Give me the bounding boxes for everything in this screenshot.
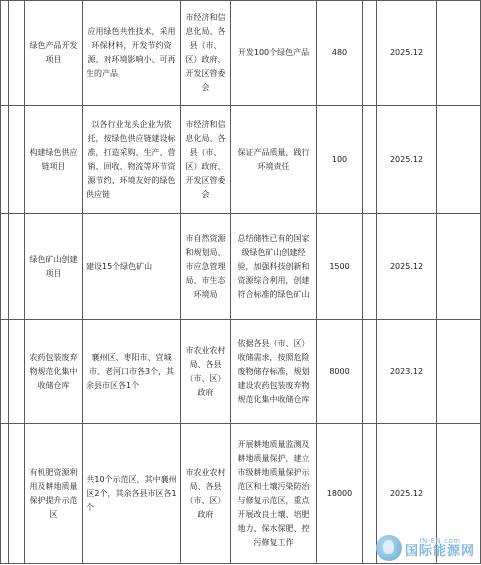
deadline-cell: 2025.12: [377, 424, 437, 564]
goal-cell: 依据各县（市、区）收储需求，按照危险废物储存标准，规划建设农药包装废弃物规范化集中收储仓库: [231, 320, 317, 424]
goal-cell: 总结储牲已有的国家级绿色矿山创建经验，加强科技创新和资源综合利用，创建符合标准的绿色矿山: [231, 214, 317, 320]
table-row: [1, 214, 481, 320]
construction-content-cell: 襄州区、枣阳市、宜城市、老河口市各3个，其余县市区各1个: [83, 320, 181, 424]
investment-cell: 8000: [317, 320, 363, 424]
globe-droplet-icon: [376, 535, 402, 561]
responsible-dept-cell: 市农业农村局、各县（市、区）政府: [181, 320, 231, 424]
project-name-cell: 农药包装废弃物规范化集中收储仓库: [25, 320, 83, 424]
project-name-cell: 有机肥资源利用及耕地质量保护提升示范区: [25, 424, 83, 564]
investment-cell: 18000: [317, 424, 363, 564]
watermark: [376, 535, 475, 561]
deadline-cell: 2025.12: [377, 1, 437, 106]
project-name-cell: 绿色矿山创建项目: [25, 214, 83, 320]
table-row: [1, 1, 481, 106]
construction-content-cell: 建设15个绿色矿山: [83, 214, 181, 320]
responsible-dept-cell: 市农业农村局、各县（市、区）政府: [181, 424, 231, 564]
deadline-cell: 2025.12: [377, 106, 437, 214]
project-name-cell: 构建绿色供应链项目: [25, 106, 83, 214]
construction-content-cell: 应用绿色共性技术，采用环保材料，开发节约资源、对环境影响小、可再生的产品: [83, 1, 181, 106]
watermark-name: 国际能源网: [404, 544, 475, 559]
responsible-dept-cell: 市自然资源和规划局、市应急管理局、市生态环境局: [181, 214, 231, 320]
responsible-dept-cell: 市经济和信息化局、各县（市、区）政府、开发区管委会: [181, 106, 231, 214]
responsible-dept-cell: 市经济和信息化局、各县（市、区）政府、开发区管委会: [181, 1, 231, 106]
watermark-url: IN-EN.com: [419, 537, 461, 545]
construction-content-cell: 共10个示范区，其中襄州区2个，其余各县市区各1个: [83, 424, 181, 564]
construction-content-cell: 以各行业龙头企业为依托，按绿色供应链建设标准，打造采购、生产、营销、回收、物流等环节资源节约、环境友好的绿色供应链: [83, 106, 181, 214]
deadline-cell: 2023.12: [377, 320, 437, 424]
goal-cell: 开展耕地质量监测及耕地质量保护，建立市级耕地质量保护示范区和土壤污染防治与修复示范区，重点开展改良土壤、培肥地力、保水保肥、控污修复工作: [231, 424, 317, 564]
investment-cell: 480: [317, 1, 363, 106]
investment-cell: 1500: [317, 214, 363, 320]
project-name-cell: 绿色产品开发项目: [25, 1, 83, 106]
deadline-cell: 2025.12: [377, 214, 437, 320]
goal-cell: 保证产品质量，践行环境责任: [231, 106, 317, 214]
goal-cell: 开发100个绿色产品: [231, 1, 317, 106]
table-row: [1, 106, 481, 214]
investment-cell: 100: [317, 106, 363, 214]
table-row: [1, 320, 481, 424]
